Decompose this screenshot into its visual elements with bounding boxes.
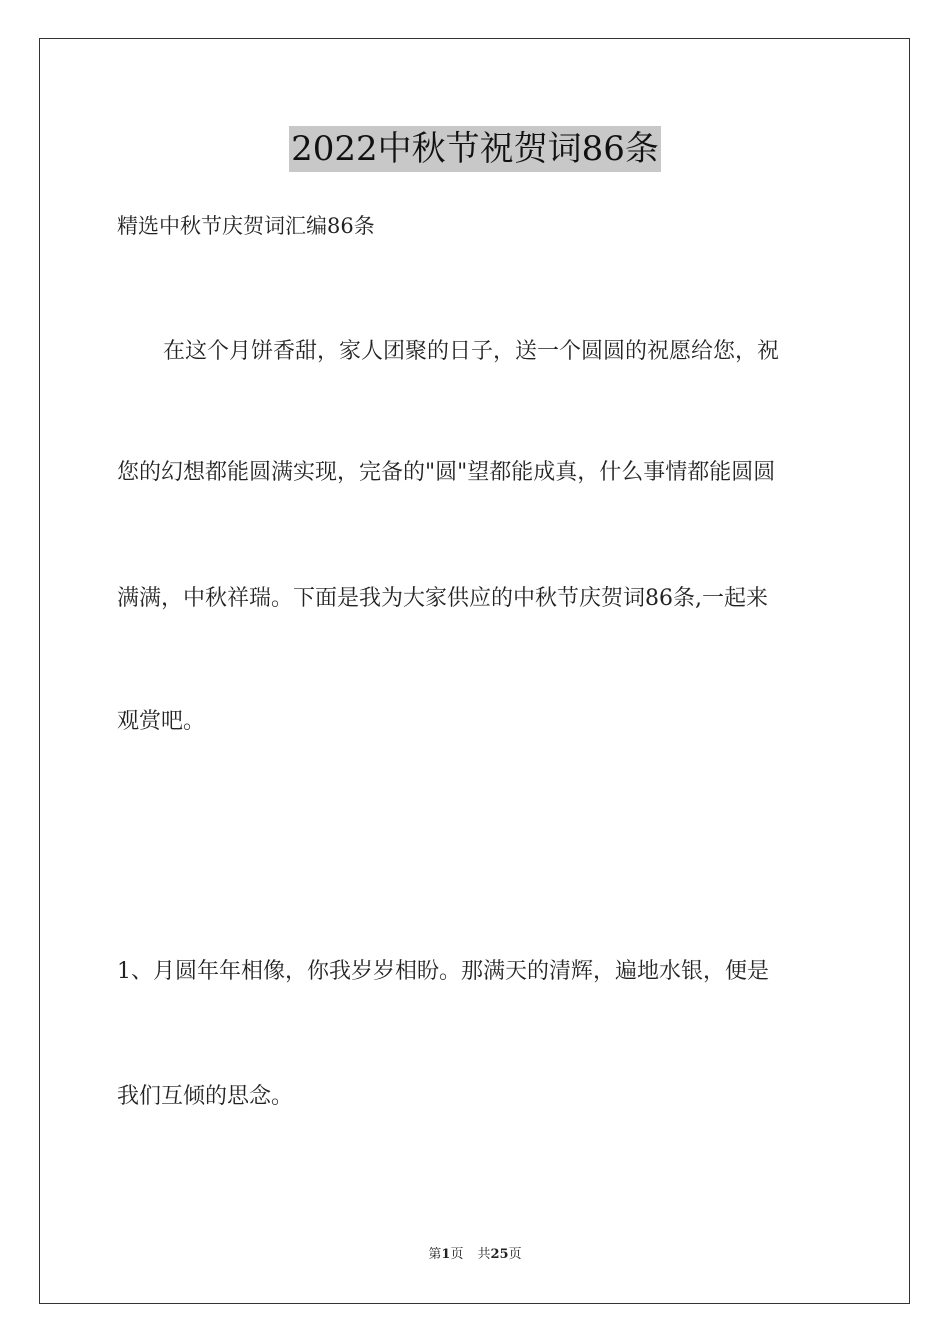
intro-line-3: 满满，中秋祥瑞。下面是我为大家供应的中秋节庆贺词86条,一起来 — [117, 586, 768, 611]
page-prefix: 第 — [428, 1247, 442, 1262]
intro-line-2: 您的幻想都能圆满实现，完备的"圆"望都能成真，什么事情都能圆圆 — [117, 460, 776, 485]
intro-line-4: 观赏吧。 — [117, 709, 206, 734]
page-suffix: 页 — [450, 1247, 464, 1262]
page-footer — [0, 1246, 950, 1264]
document-subtitle: 精选中秋节庆贺词汇编86条 — [117, 214, 375, 238]
page-number: 1 — [441, 1247, 451, 1262]
item-1-line-1: 1、月圆年年相像，你我岁岁相盼。那满天的清辉，遍地水银，便是 — [117, 959, 769, 984]
total-prefix: 共 — [477, 1247, 491, 1262]
title-container — [0, 126, 950, 172]
intro-line-1: 在这个月饼香甜，家人团聚的日子，送一个圆圆的祝愿给您，祝 — [163, 339, 780, 364]
total-pages: 25 — [490, 1247, 509, 1262]
item-1-line-2: 我们互倾的思念。 — [117, 1084, 294, 1109]
document-title: 2022中秋节祝贺词86条 — [289, 126, 661, 172]
total-suffix: 页 — [508, 1247, 522, 1262]
